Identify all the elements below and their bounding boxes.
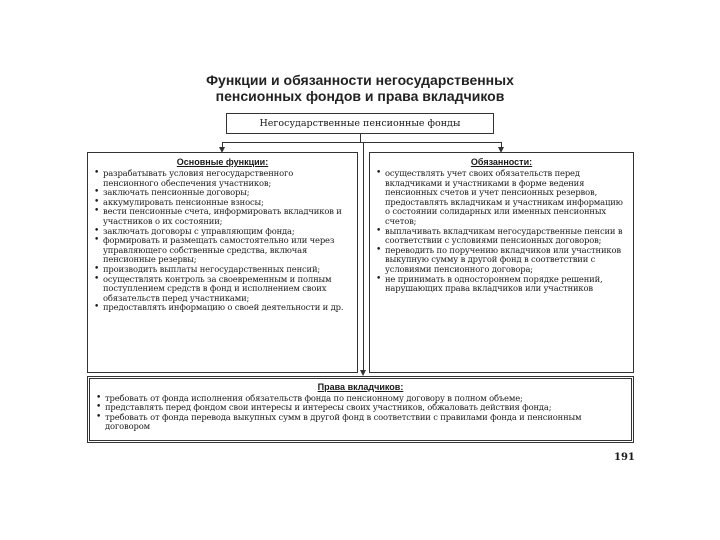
list-item: • требовать от фонда перевода выкупных сумм в другой фонд в соответствии с правилами фонда и пенсионным договором bbox=[96, 413, 625, 432]
functions-list bbox=[94, 169, 351, 313]
list-item: • вести пенсионные счета, информировать вкладчиков и участников о их состоянии; bbox=[94, 207, 351, 226]
npf-box bbox=[226, 113, 494, 134]
duties-list bbox=[376, 169, 627, 294]
list-item: • заключать договоры с управляющим фонда; bbox=[94, 227, 351, 237]
list-item: • разрабатывать условия негосударственного пенсионного обеспечения участников; bbox=[94, 169, 351, 188]
list-item: • формировать и размещать самостоятельно или через управляющего собственные средства, включая пенсионные резервы; bbox=[94, 236, 351, 265]
title-line-2: пенсионных фондов и права вкладчиков bbox=[215, 88, 505, 104]
connector-horizontal bbox=[222, 142, 502, 143]
connector-center-drop bbox=[363, 142, 364, 370]
title-line-1: Функции и обязанности негосударственных bbox=[206, 72, 514, 88]
list-item: • осуществлять учет своих обязательств перед вкладчиками и участниками в форме ведения пенсионных счетов и учет пенсионных резервов, предоставлять вкладчикам и участникам информацию о состоянии солидарных или именных пенсионных счетов; bbox=[376, 169, 627, 227]
list-item: • представлять перед фондом свои интересы и интересы своих участников, обжаловать действия фонда; bbox=[96, 403, 625, 412]
list-item: • аккумулировать пенсионные взносы; bbox=[94, 198, 351, 208]
duties-box bbox=[369, 152, 634, 373]
list-item: • осуществлять контроль за своевременным и полным поступлением средств в фонд и исполнением своих обязательств перед участниками; bbox=[94, 275, 351, 304]
functions-box bbox=[87, 152, 358, 373]
connector-stem bbox=[360, 134, 361, 142]
rights-heading: Права вкладчиков: bbox=[317, 382, 404, 392]
functions-heading: Основные функции: bbox=[176, 157, 269, 167]
list-item: • выплачивать вкладчикам негосударственные пенсии в соответствии с условиями пенсионных договоров; bbox=[376, 227, 627, 246]
list-item: • переводить по поручению вкладчиков или участников выкупную сумму в другой фонд в соответствии с условиями пенсионного договора; bbox=[376, 246, 627, 275]
list-item: • производить выплаты негосударственных пенсий; bbox=[94, 265, 351, 275]
npf-box-label: Негосударственные пенсионные фонды bbox=[259, 118, 461, 129]
list-item: • заключать пенсионные договоры; bbox=[94, 188, 351, 198]
rights-box bbox=[87, 376, 634, 443]
page-number: 191 bbox=[614, 452, 635, 463]
diagram-title bbox=[0, 72, 720, 104]
list-item: • не принимать в одностороннем порядке решений, нарушающих права вкладчиков или участников bbox=[376, 275, 627, 294]
rights-list bbox=[96, 394, 625, 432]
list-item: • требовать от фонда исполнения обязательств фонда по пенсионному договору в полном объеме; bbox=[96, 394, 625, 403]
list-item: • предоставлять информацию о своей деятельности и др. bbox=[94, 303, 351, 313]
duties-heading: Обязанности: bbox=[470, 157, 533, 167]
